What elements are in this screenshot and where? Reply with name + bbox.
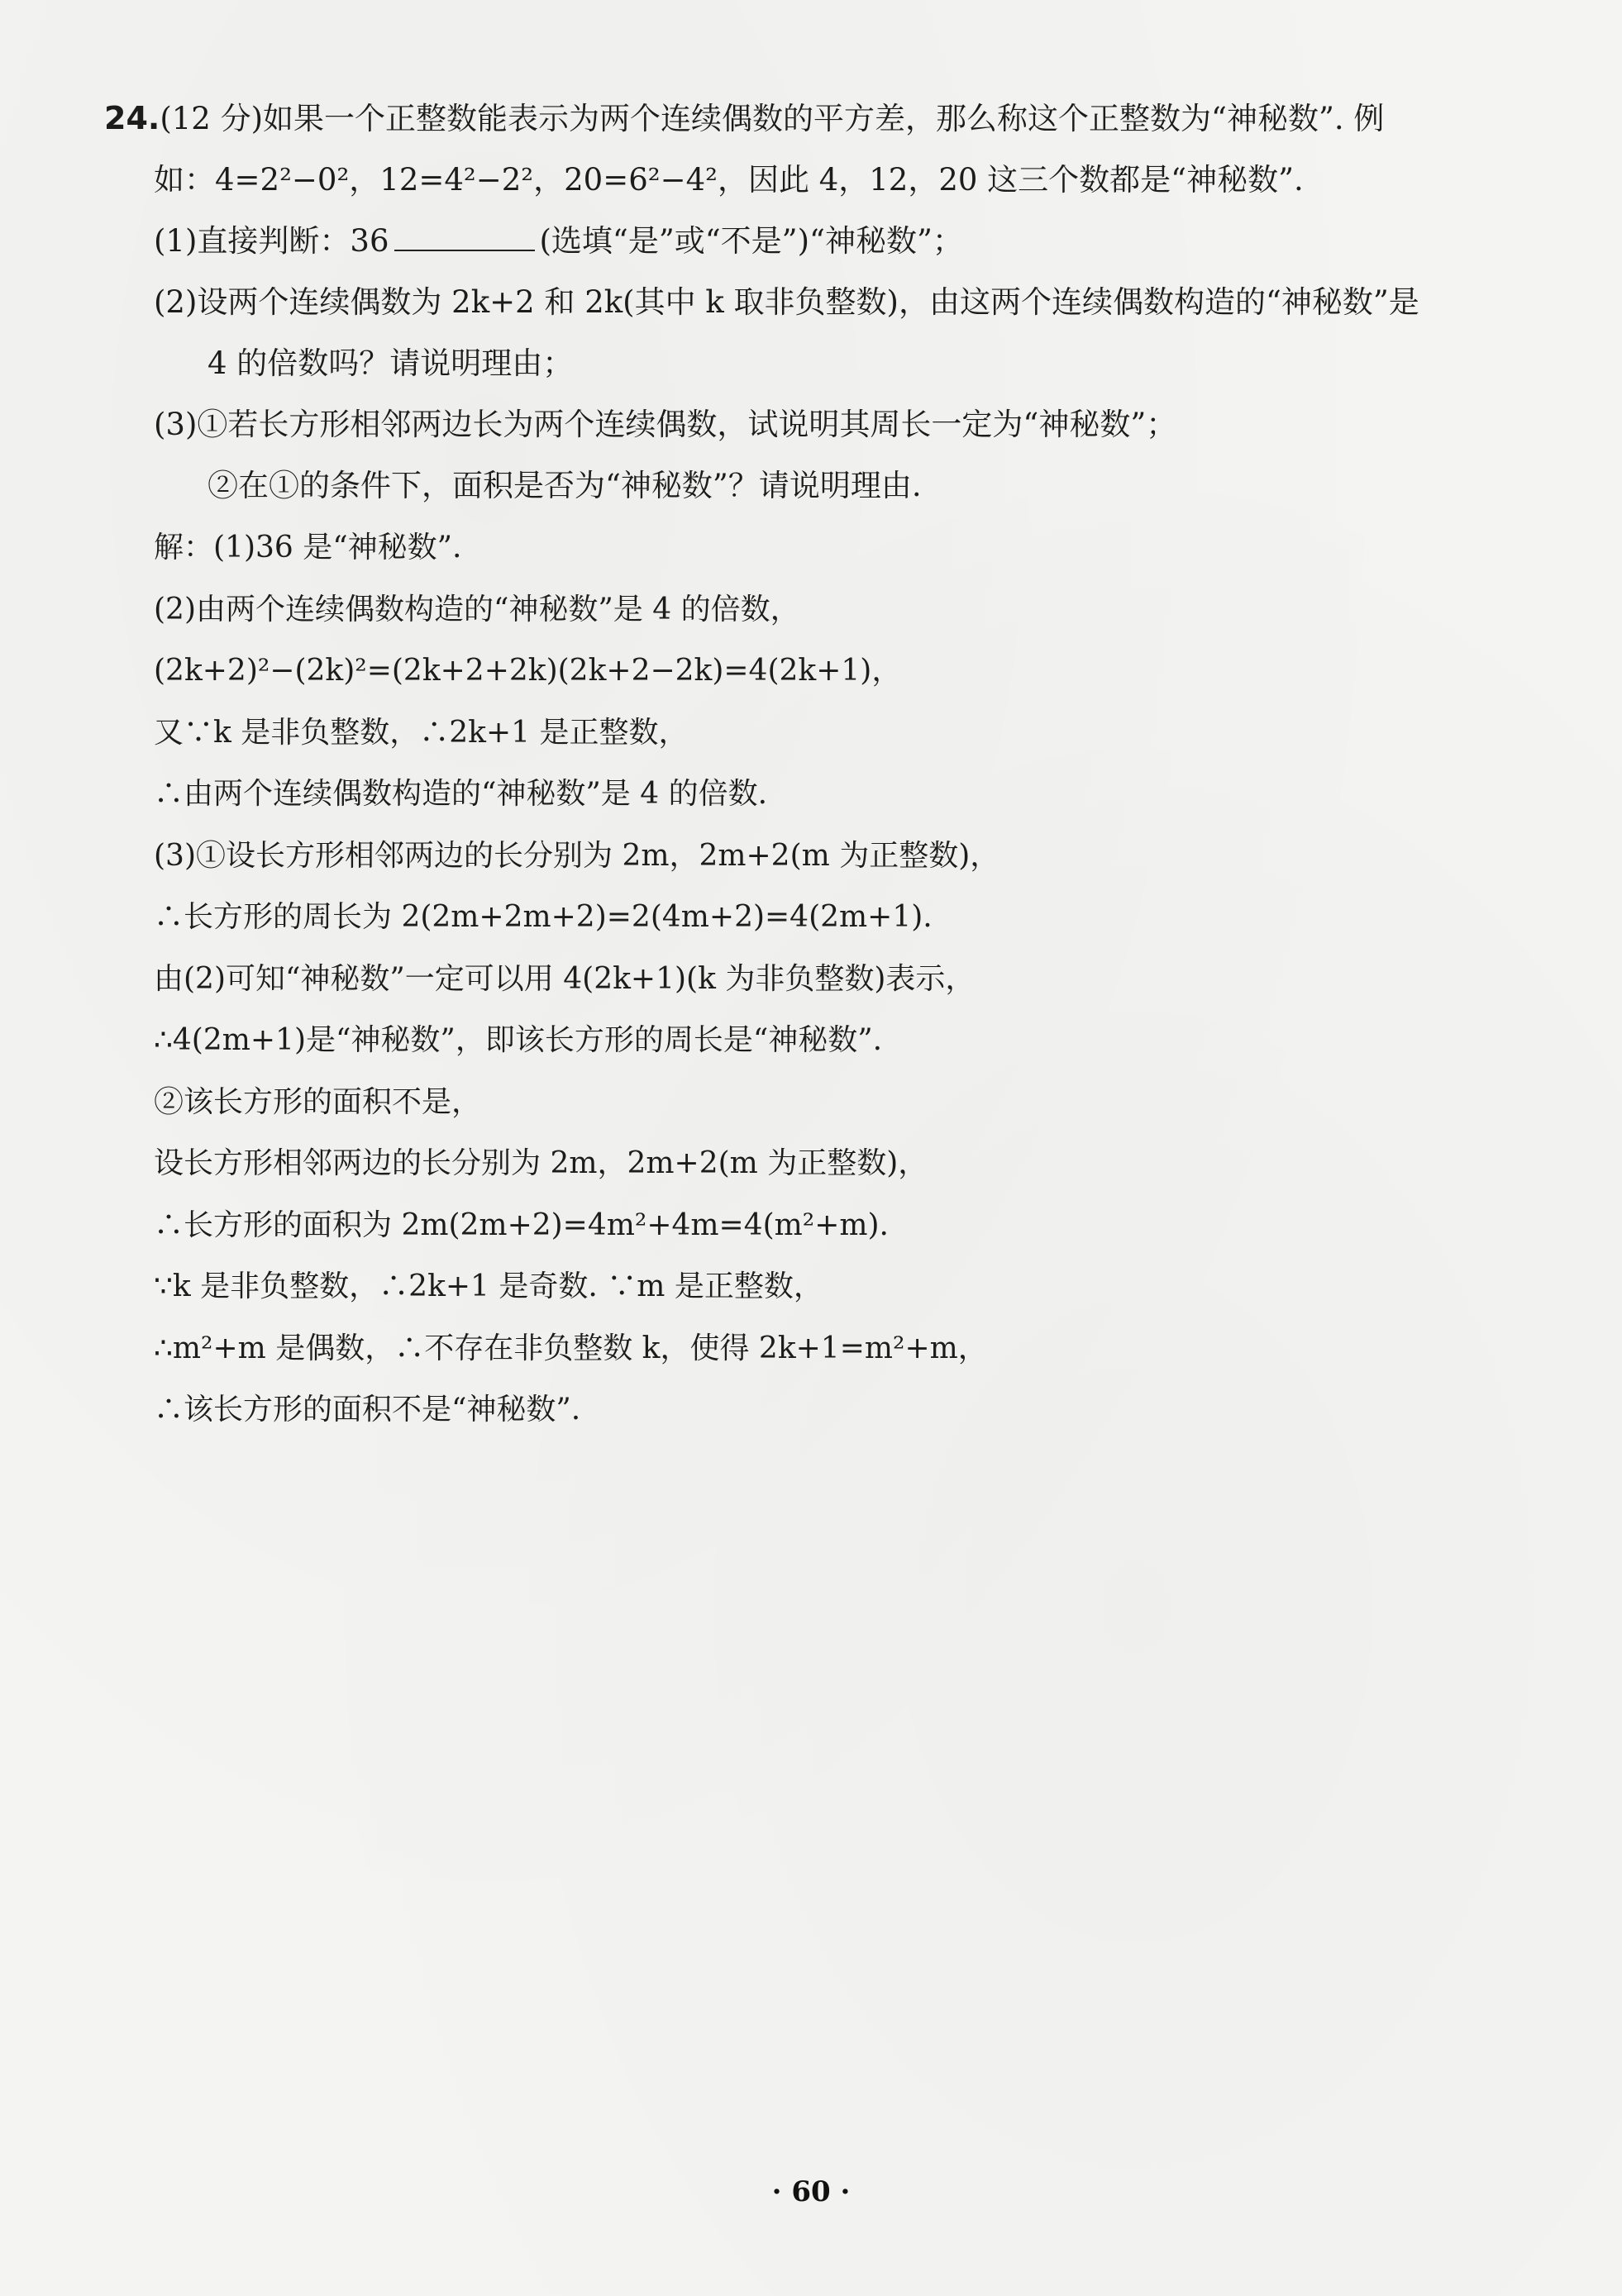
question-stem-line-2: 如：4=2²−0²，12=4²−2²，20=6²−4²，因此 4，12，20 这三个数都是“神秘数”.	[154, 162, 1304, 198]
solution-line: 又∵k 是非负整数，∴2k+1 是正整数，	[154, 715, 689, 750]
question-part-2-line-1: (2)设两个连续偶数为 2k+2 和 2k(其中 k 取非负整数)，由这两个连续偶数构造的“神秘数”是	[154, 284, 1419, 320]
solution-line: ∴m²+m 是偶数，∴不存在非负整数 k，使得 2k+1=m²+m，	[154, 1331, 988, 1365]
question-part-1	[104, 211, 1534, 272]
solution-line: 由(2)可知“神秘数”一定可以用 4(2k+1)(k 为非负整数)表示，	[154, 961, 976, 996]
question-part-3-line-2: ②在①的条件下，面积是否为“神秘数”？请说明理由.	[208, 468, 922, 503]
question-24	[104, 88, 1534, 517]
solution-line: ∴长方形的周长为 2(2m+2m+2)=2(4m+2)=4(2m+1).	[154, 900, 933, 934]
question-part-2-line-2: 4 的倍数吗？请说明理由；	[208, 345, 574, 381]
solution-line: (2)由两个连续偶数构造的“神秘数”是 4 的倍数，	[154, 592, 800, 626]
solution-line: ∴长方形的面积为 2m(2m+2)=4m²+4m=4(m²+m).	[154, 1208, 889, 1242]
question-points: (12 分)	[160, 101, 264, 136]
question-stem-line-1	[104, 88, 1534, 150]
part-1-prefix: (1)直接判断：36	[154, 223, 389, 259]
solution-line: ∴该长方形的面积不是“神秘数”.	[154, 1393, 581, 1427]
question-number: 24.	[104, 100, 160, 136]
solution-line: 解：(1)36 是“神秘数”.	[154, 531, 462, 564]
solution-line: (3)①设长方形相邻两边的长分别为 2m，2m+2(m 为正整数)，	[154, 838, 1000, 873]
solution-block	[154, 517, 1518, 1441]
solution-line: (2k+2)²−(2k)²=(2k+2+2k)(2k+2−2k)=4(2k+1)，	[154, 654, 902, 688]
answer-blank[interactable]	[394, 225, 535, 251]
solution-line: ②该长方形的面积不是，	[154, 1084, 482, 1119]
solution-line: ∴由两个连续偶数构造的“神秘数”是 4 的倍数.	[154, 777, 768, 811]
question-part-3-line-1: (3)①若长方形相邻两边长为两个连续偶数，试说明其周长一定为“神秘数”；	[154, 407, 1177, 442]
solution-line: 设长方形相邻两边的长分别为 2m，2m+2(m 为正整数)，	[154, 1146, 928, 1180]
question-stem-text-1: 如果一个正整数能表示为两个连续偶数的平方差，那么称这个正整数为“神秘数”. 例	[263, 101, 1385, 136]
page-number: · 60 ·	[771, 2175, 851, 2208]
solution-line: ∴4(2m+1)是“神秘数”，即该长方形的周长是“神秘数”.	[154, 1023, 883, 1057]
part-1-suffix: (选填“是”或“不是”)“神秘数”；	[539, 223, 963, 259]
solution-line: ∵k 是非负整数，∴2k+1 是奇数. ∵m 是正整数，	[154, 1269, 823, 1303]
